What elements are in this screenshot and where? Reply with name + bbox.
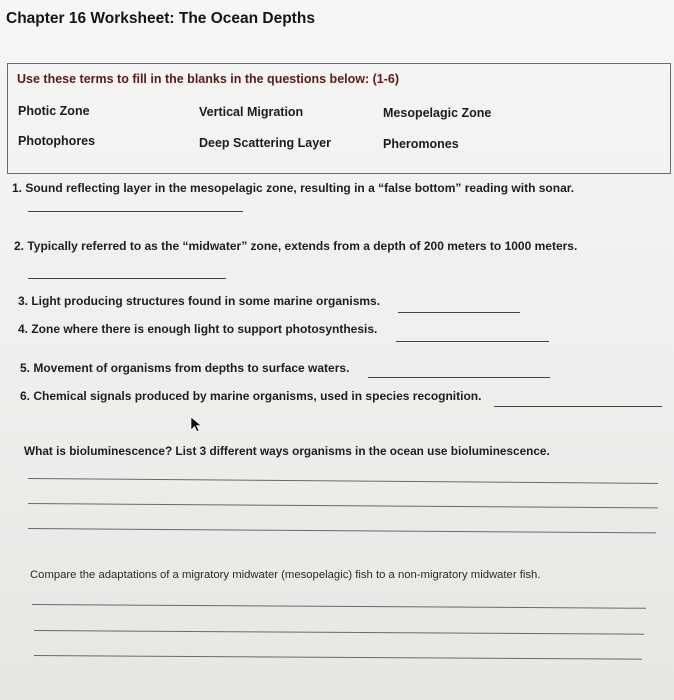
answer-blank-4[interactable] [396, 341, 549, 342]
question-6: 6. Chemical signals produced by marine organisms, used in species recognition. [20, 389, 482, 403]
answer-blank-6[interactable] [494, 406, 662, 407]
writing-line-2[interactable] [28, 503, 658, 508]
term-pheromones: Pheromones [383, 137, 459, 151]
writing-line-1[interactable] [28, 478, 658, 484]
term-bank-instruction: Use these terms to fill in the blanks in the questions below: (1-6) [17, 72, 400, 86]
question-4: 4. Zone where there is enough light to support photosynthesis. [18, 322, 378, 336]
question-1: 1. Sound reflecting layer in the mesopelagic zone, resulting in a “false bottom” reading with sonar. [12, 181, 575, 195]
term-bank [7, 63, 671, 174]
term-photic-zone: Photic Zone [18, 104, 90, 118]
answer-blank-1[interactable] [28, 211, 243, 212]
answer-blank-5[interactable] [368, 377, 550, 378]
term-deep-scattering-layer: Deep Scattering Layer [199, 136, 331, 150]
writing-line-5[interactable] [34, 630, 644, 635]
answer-blank-3[interactable] [398, 312, 520, 313]
answer-blank-2[interactable] [28, 278, 226, 279]
term-vertical-migration: Vertical Migration [199, 105, 304, 119]
writing-line-3[interactable] [28, 528, 656, 533]
question-5: 5. Movement of organisms from depths to surface waters. [20, 361, 350, 375]
mouse-cursor-icon [190, 416, 202, 432]
question-2: 2. Typically referred to as the “midwater” zone, extends from a depth of 200 meters to 1000 meters. [14, 239, 578, 253]
bioluminescence-prompt: What is bioluminescence? List 3 different ways organisms in the ocean use bioluminescence. [24, 444, 550, 458]
writing-line-4[interactable] [32, 604, 646, 609]
worksheet-title: Chapter 16 Worksheet: The Ocean Depths [6, 10, 315, 27]
comparison-prompt: Compare the adaptations of a migratory midwater (mesopelagic) fish to a non-migratory midwater fish. [30, 569, 541, 581]
term-mesopelagic-zone: Mesopelagic Zone [383, 106, 492, 120]
question-3: 3. Light producing structures found in some marine organisms. [18, 294, 381, 308]
term-photophores: Photophores [18, 134, 96, 148]
writing-line-6[interactable] [34, 655, 642, 660]
